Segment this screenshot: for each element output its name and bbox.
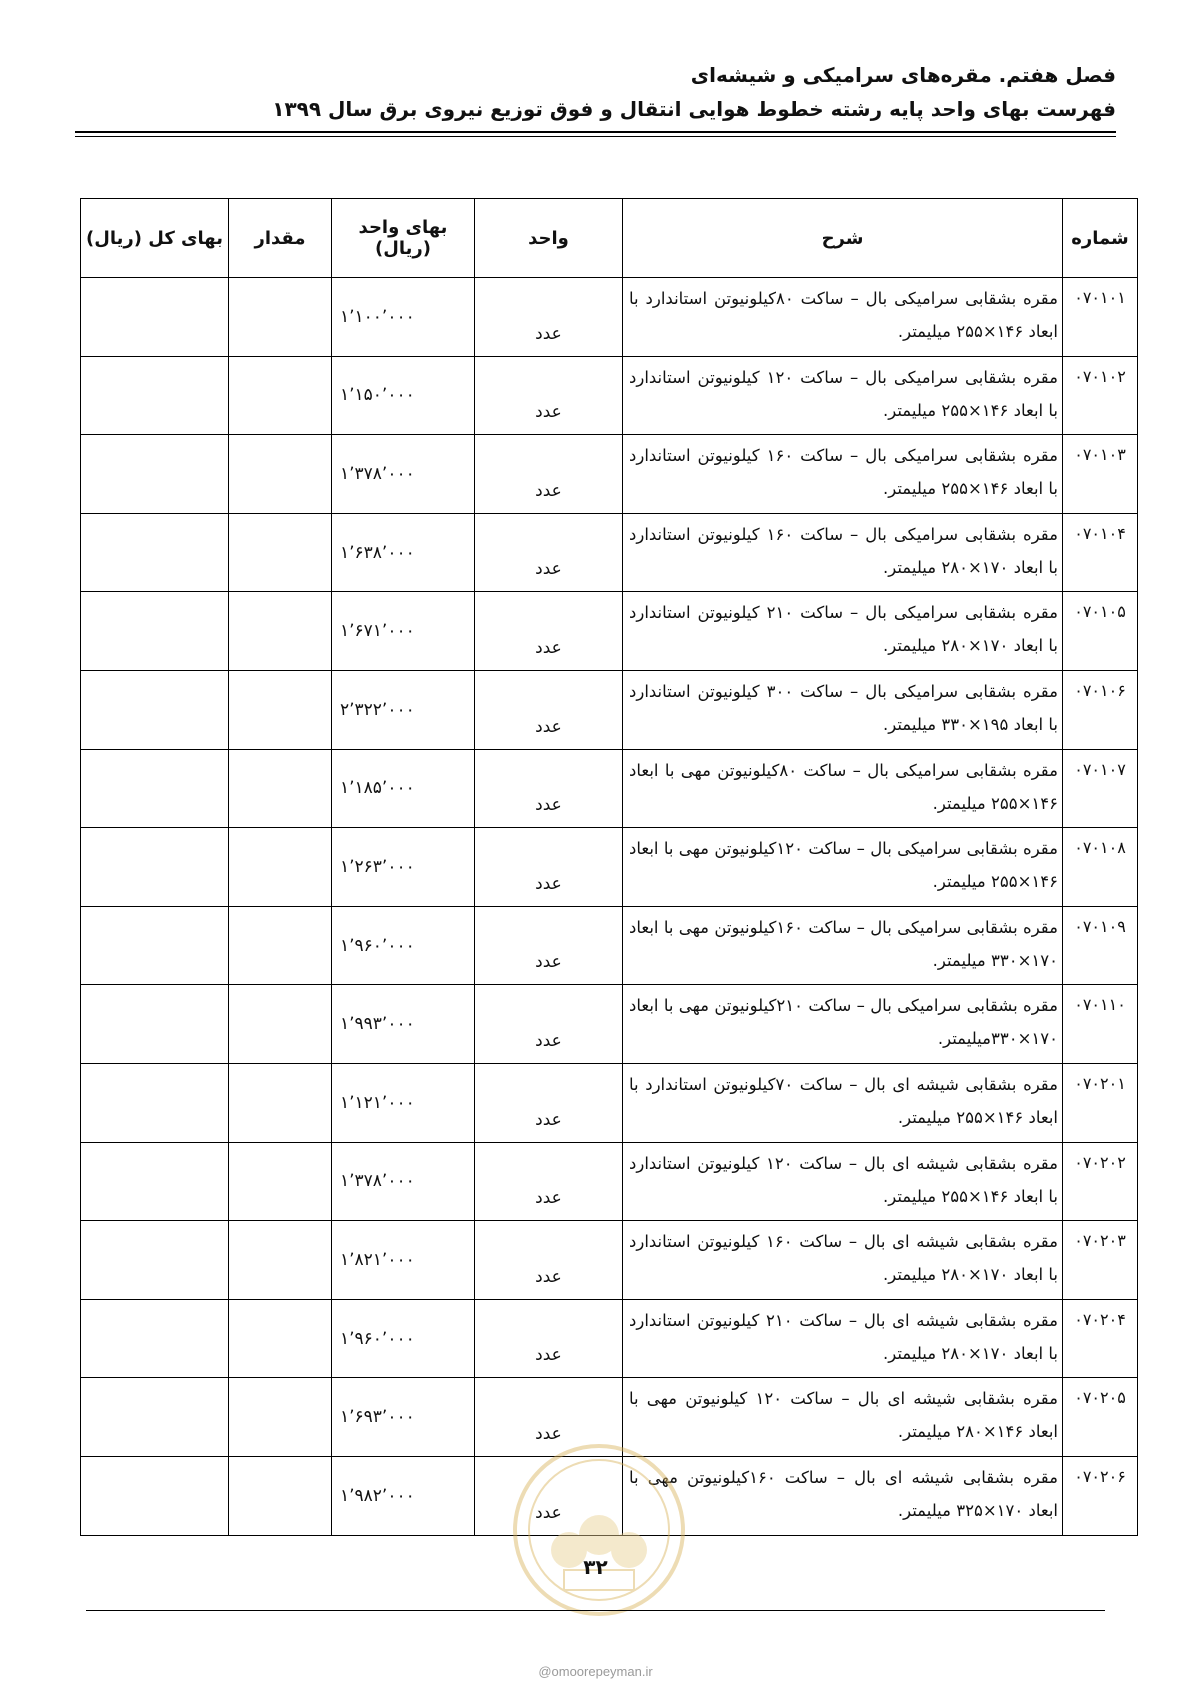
table-row xyxy=(81,828,1138,907)
column-header-description: شرح xyxy=(623,199,1063,278)
item-description: مقره بشقابی سرامیکی بال – ساکت ۱۶۰کیلونیوتن مهی با ابعاد ۱۷۰×۳۳۰ میلیمتر. xyxy=(623,906,1063,985)
item-quantity xyxy=(229,513,332,592)
item-unit-price: ۱٬۱۰۰٬۰۰۰ xyxy=(332,278,475,357)
item-total-price xyxy=(81,1063,229,1142)
item-total-price xyxy=(81,828,229,907)
item-unit-price: ۱٬۹۸۲٬۰۰۰ xyxy=(332,1456,475,1535)
item-code: ۰۷۰۲۰۴ xyxy=(1063,1299,1138,1378)
table-row xyxy=(81,1063,1138,1142)
page-header xyxy=(75,60,1116,124)
item-quantity xyxy=(229,356,332,435)
item-unit: عدد xyxy=(475,435,623,514)
item-total-price xyxy=(81,513,229,592)
item-code: ۰۷۰۱۱۰ xyxy=(1063,985,1138,1064)
item-code: ۰۷۰۱۰۱ xyxy=(1063,278,1138,357)
header-rule-thick xyxy=(75,131,1116,133)
item-unit-price: ۱٬۱۲۱٬۰۰۰ xyxy=(332,1063,475,1142)
item-description: مقره بشقابی شیشه ای بال – ساکت ۲۱۰ کیلونیوتن استاندارد با ابعاد ۱۷۰×۲۸۰ میلیمتر. xyxy=(623,1299,1063,1378)
item-description: مقره بشقابی شیشه ای بال – ساکت ۱۶۰کیلونیوتن مهی با ابعاد ۱۷۰×۳۲۵ میلیمتر. xyxy=(623,1456,1063,1535)
price-list-table xyxy=(80,198,1138,1536)
item-unit: عدد xyxy=(475,278,623,357)
item-unit: عدد xyxy=(475,670,623,749)
item-code: ۰۷۰۲۰۲ xyxy=(1063,1142,1138,1221)
item-unit: عدد xyxy=(475,592,623,671)
table-row xyxy=(81,592,1138,671)
item-total-price xyxy=(81,592,229,671)
item-description: مقره بشقابی سرامیکی بال – ساکت ۱۶۰ کیلونیوتن استاندارد با ابعاد ۱۷۰×۲۸۰ میلیمتر. xyxy=(623,513,1063,592)
item-code: ۰۷۰۱۰۳ xyxy=(1063,435,1138,514)
item-total-price xyxy=(81,906,229,985)
item-quantity xyxy=(229,1063,332,1142)
item-description: مقره بشقابی شیشه ای بال – ساکت ۱۶۰ کیلونیوتن استاندارد با ابعاد ۱۷۰×۲۸۰ میلیمتر. xyxy=(623,1221,1063,1300)
item-unit: عدد xyxy=(475,1063,623,1142)
item-code: ۰۷۰۲۰۶ xyxy=(1063,1456,1138,1535)
item-total-price xyxy=(81,670,229,749)
item-unit-price: ۱٬۸۲۱٬۰۰۰ xyxy=(332,1221,475,1300)
item-unit-price: ۱٬۶۷۱٬۰۰۰ xyxy=(332,592,475,671)
item-description: مقره بشقابی سرامیکی بال – ساکت ۱۲۰کیلونیوتن مهی با ابعاد ۱۴۶×۲۵۵ میلیمتر. xyxy=(623,828,1063,907)
item-quantity xyxy=(229,985,332,1064)
footer-rule xyxy=(86,1610,1105,1611)
table-row xyxy=(81,906,1138,985)
item-code: ۰۷۰۲۰۵ xyxy=(1063,1378,1138,1457)
item-quantity xyxy=(229,1299,332,1378)
item-unit-price: ۲٬۳۲۲٬۰۰۰ xyxy=(332,670,475,749)
item-total-price xyxy=(81,1142,229,1221)
item-quantity xyxy=(229,592,332,671)
item-quantity xyxy=(229,906,332,985)
item-quantity xyxy=(229,749,332,828)
item-code: ۰۷۰۱۰۶ xyxy=(1063,670,1138,749)
item-code: ۰۷۰۲۰۱ xyxy=(1063,1063,1138,1142)
item-unit: عدد xyxy=(475,1299,623,1378)
item-unit-price: ۱٬۹۶۰٬۰۰۰ xyxy=(332,906,475,985)
item-unit: عدد xyxy=(475,1456,623,1535)
item-description: مقره بشقابی سرامیکی بال – ساکت ۸۰کیلونیوتن مهی با ابعاد ۱۴۶×۲۵۵ میلیمتر. xyxy=(623,749,1063,828)
item-description: مقره بشقابی شیشه ای بال – ساکت ۱۲۰ کیلونیوتن مهی با ابعاد ۱۴۶×۲۸۰ میلیمتر. xyxy=(623,1378,1063,1457)
item-unit: عدد xyxy=(475,828,623,907)
item-unit-price: ۱٬۳۷۸٬۰۰۰ xyxy=(332,435,475,514)
item-description: مقره بشقابی سرامیکی بال – ساکت ۲۱۰ کیلونیوتن استاندارد با ابعاد ۱۷۰×۲۸۰ میلیمتر. xyxy=(623,592,1063,671)
item-unit: عدد xyxy=(475,906,623,985)
item-unit: عدد xyxy=(475,985,623,1064)
item-unit: عدد xyxy=(475,356,623,435)
item-unit-price: ۱٬۳۷۸٬۰۰۰ xyxy=(332,1142,475,1221)
column-header-unit: واحد xyxy=(475,199,623,278)
item-unit: عدد xyxy=(475,1378,623,1457)
item-total-price xyxy=(81,1221,229,1300)
table-row xyxy=(81,1299,1138,1378)
item-unit: عدد xyxy=(475,749,623,828)
item-total-price xyxy=(81,1299,229,1378)
item-description: مقره بشقابی سرامیکی بال – ساکت ۲۱۰کیلونیوتن مهی با ابعاد ۱۷۰×۳۳۰میلیمتر. xyxy=(623,985,1063,1064)
seal-watermark-icon xyxy=(509,1440,689,1620)
item-description: مقره بشقابی شیشه ای بال – ساکت ۱۲۰ کیلونیوتن استاندارد با ابعاد ۱۴۶×۲۵۵ میلیمتر. xyxy=(623,1142,1063,1221)
table-row xyxy=(81,513,1138,592)
chapter-title: فصل هفتم. مقره‌های سرامیکی و شیشه‌ای xyxy=(690,63,1116,87)
item-total-price xyxy=(81,985,229,1064)
table-row xyxy=(81,435,1138,514)
item-code: ۰۷۰۱۰۴ xyxy=(1063,513,1138,592)
item-description: مقره بشقابی سرامیکی بال – ساکت ۸۰کیلونیوتن استاندارد با ابعاد ۱۴۶×۲۵۵ میلیمتر. xyxy=(623,278,1063,357)
item-total-price xyxy=(81,1456,229,1535)
item-code: ۰۷۰۱۰۹ xyxy=(1063,906,1138,985)
item-description: مقره بشقابی سرامیکی بال – ساکت ۱۶۰ کیلونیوتن استاندارد با ابعاد ۱۴۶×۲۵۵ میلیمتر. xyxy=(623,435,1063,514)
table-row xyxy=(81,749,1138,828)
item-unit: عدد xyxy=(475,1221,623,1300)
item-quantity xyxy=(229,670,332,749)
header-rule-thin xyxy=(75,136,1116,137)
item-total-price xyxy=(81,435,229,514)
item-unit-price: ۱٬۹۹۳٬۰۰۰ xyxy=(332,985,475,1064)
table-row xyxy=(81,356,1138,435)
table-row xyxy=(81,985,1138,1064)
item-unit-price: ۱٬۶۹۳٬۰۰۰ xyxy=(332,1378,475,1457)
column-header-unit-price: بهای واحد (ریال) xyxy=(332,199,475,278)
item-quantity xyxy=(229,1221,332,1300)
watermark-text: @omoorepeyman.ir xyxy=(538,1664,653,1679)
item-description: مقره بشقابی سرامیکی بال – ساکت ۳۰۰ کیلونیوتن استاندارد با ابعاد ۱۹۵×۳۳۰ میلیمتر. xyxy=(623,670,1063,749)
item-quantity xyxy=(229,828,332,907)
item-total-price xyxy=(81,749,229,828)
item-unit-price: ۱٬۶۳۸٬۰۰۰ xyxy=(332,513,475,592)
table-header-row xyxy=(81,199,1138,278)
item-unit: عدد xyxy=(475,1142,623,1221)
item-code: ۰۷۰۱۰۷ xyxy=(1063,749,1138,828)
item-quantity xyxy=(229,278,332,357)
table-row xyxy=(81,1221,1138,1300)
item-total-price xyxy=(81,1378,229,1457)
item-quantity xyxy=(229,1142,332,1221)
column-header-number: شماره xyxy=(1063,199,1138,278)
item-unit-price: ۱٬۲۶۳٬۰۰۰ xyxy=(332,828,475,907)
item-quantity xyxy=(229,1456,332,1535)
item-quantity xyxy=(229,1378,332,1457)
item-total-price xyxy=(81,278,229,357)
item-total-price xyxy=(81,356,229,435)
table-row xyxy=(81,278,1138,357)
item-unit-price: ۱٬۱۵۰٬۰۰۰ xyxy=(332,356,475,435)
item-code: ۰۷۰۱۰۲ xyxy=(1063,356,1138,435)
table-row xyxy=(81,1142,1138,1221)
table-row xyxy=(81,670,1138,749)
item-unit-price: ۱٬۹۶۰٬۰۰۰ xyxy=(332,1299,475,1378)
item-quantity xyxy=(229,435,332,514)
column-header-total-price: بهای کل (ریال) xyxy=(81,199,229,278)
item-description: مقره بشقابی سرامیکی بال – ساکت ۱۲۰ کیلونیوتن استاندارد با ابعاد ۱۴۶×۲۵۵ میلیمتر. xyxy=(623,356,1063,435)
column-header-quantity: مقدار xyxy=(229,199,332,278)
item-unit: عدد xyxy=(475,513,623,592)
page-number: ۳۲ xyxy=(583,1555,608,1579)
item-code: ۰۷۰۱۰۸ xyxy=(1063,828,1138,907)
item-code: ۰۷۰۱۰۵ xyxy=(1063,592,1138,671)
item-code: ۰۷۰۲۰۳ xyxy=(1063,1221,1138,1300)
item-description: مقره بشقابی شیشه ای بال – ساکت ۷۰کیلونیوتن استاندارد با ابعاد ۱۴۶×۲۵۵ میلیمتر. xyxy=(623,1063,1063,1142)
document-subtitle: فهرست بهای واحد پایه رشته خطوط هوایی انتقال و فوق توزیع نیروی برق سال ۱۳۹۹ xyxy=(272,97,1116,121)
item-unit-price: ۱٬۱۸۵٬۰۰۰ xyxy=(332,749,475,828)
